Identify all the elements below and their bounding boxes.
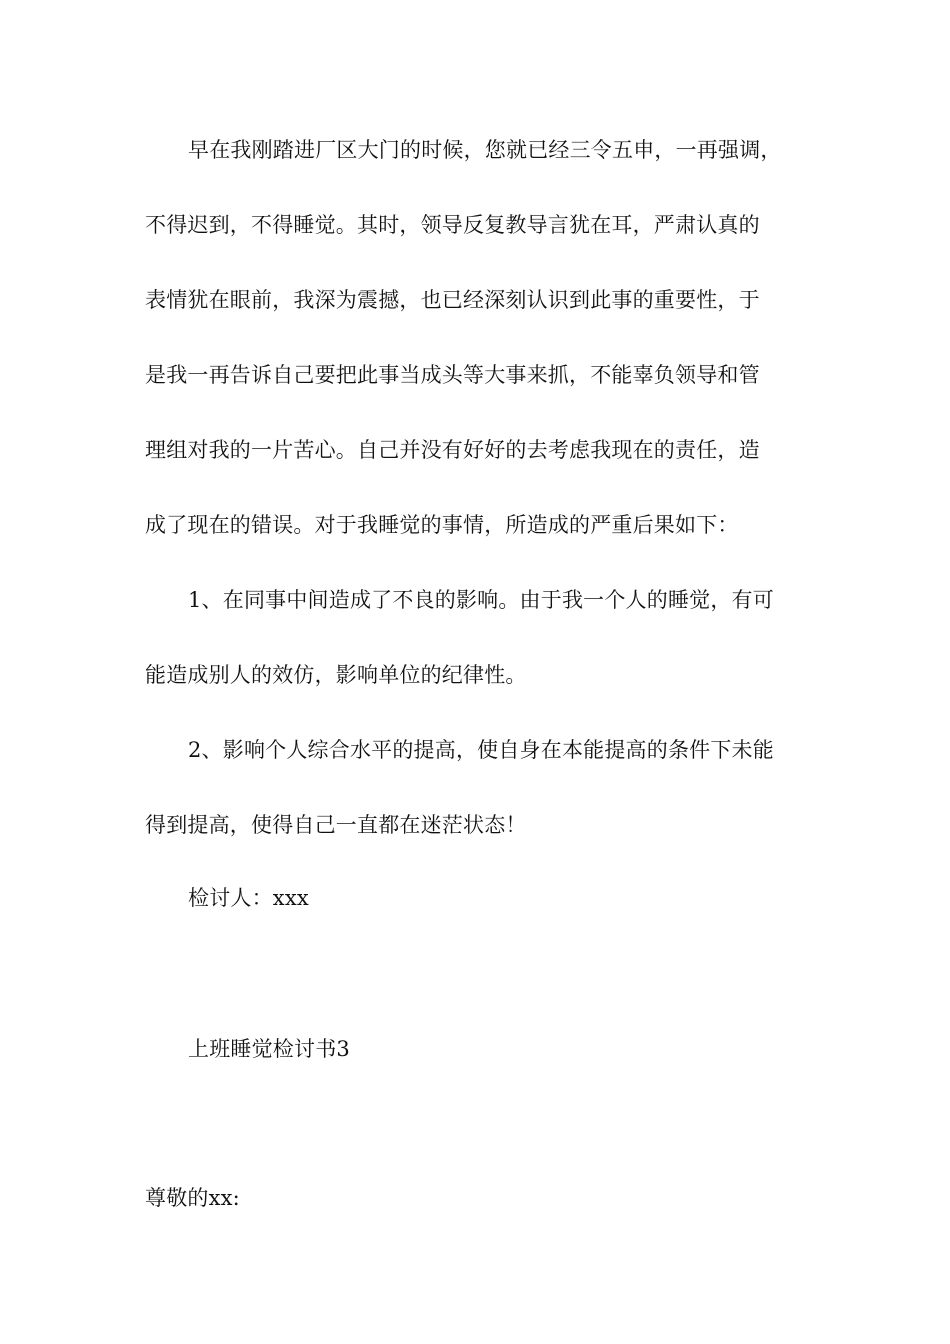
- list-item-line: 2、影响个人综合水平的提高，使自身在本能提高的条件下未能: [188, 738, 774, 762]
- paragraph-line: 表情犹在眼前，我深为震撼，也已经深刻认识到此事的重要性，于: [145, 288, 760, 312]
- paragraph-line: 成了现在的错误。对于我睡觉的事情，所造成的严重后果如下：: [145, 513, 739, 537]
- paragraph-line: 理组对我的一片苦心。自己并没有好好的去考虑我现在的责任，造: [145, 438, 760, 462]
- list-item-line: 能造成别人的效仿，影响单位的纪律性。: [145, 663, 527, 687]
- list-item-line: 得到提高，使得自己一直都在迷茫状态！: [145, 813, 527, 837]
- paragraph-line: 是我一再告诉自己要把此事当成头等大事来抓，不能辜负领导和管: [145, 363, 760, 387]
- salutation: 尊敬的xx:: [145, 1186, 240, 1210]
- section-title: 上班睡觉检讨书3: [188, 1037, 350, 1061]
- list-item-line: 1、在同事中间造成了不良的影响。由于我一个人的睡觉，有可: [188, 588, 774, 612]
- paragraph-line: 早在我刚踏进厂区大门的时候，您就已经三令五申，一再强调，: [188, 138, 782, 162]
- paragraph-line: 不得迟到，不得睡觉。其时，领导反复教导言犹在耳，严肃认真的: [145, 213, 760, 237]
- signature-line: 检讨人：xxx: [188, 886, 309, 910]
